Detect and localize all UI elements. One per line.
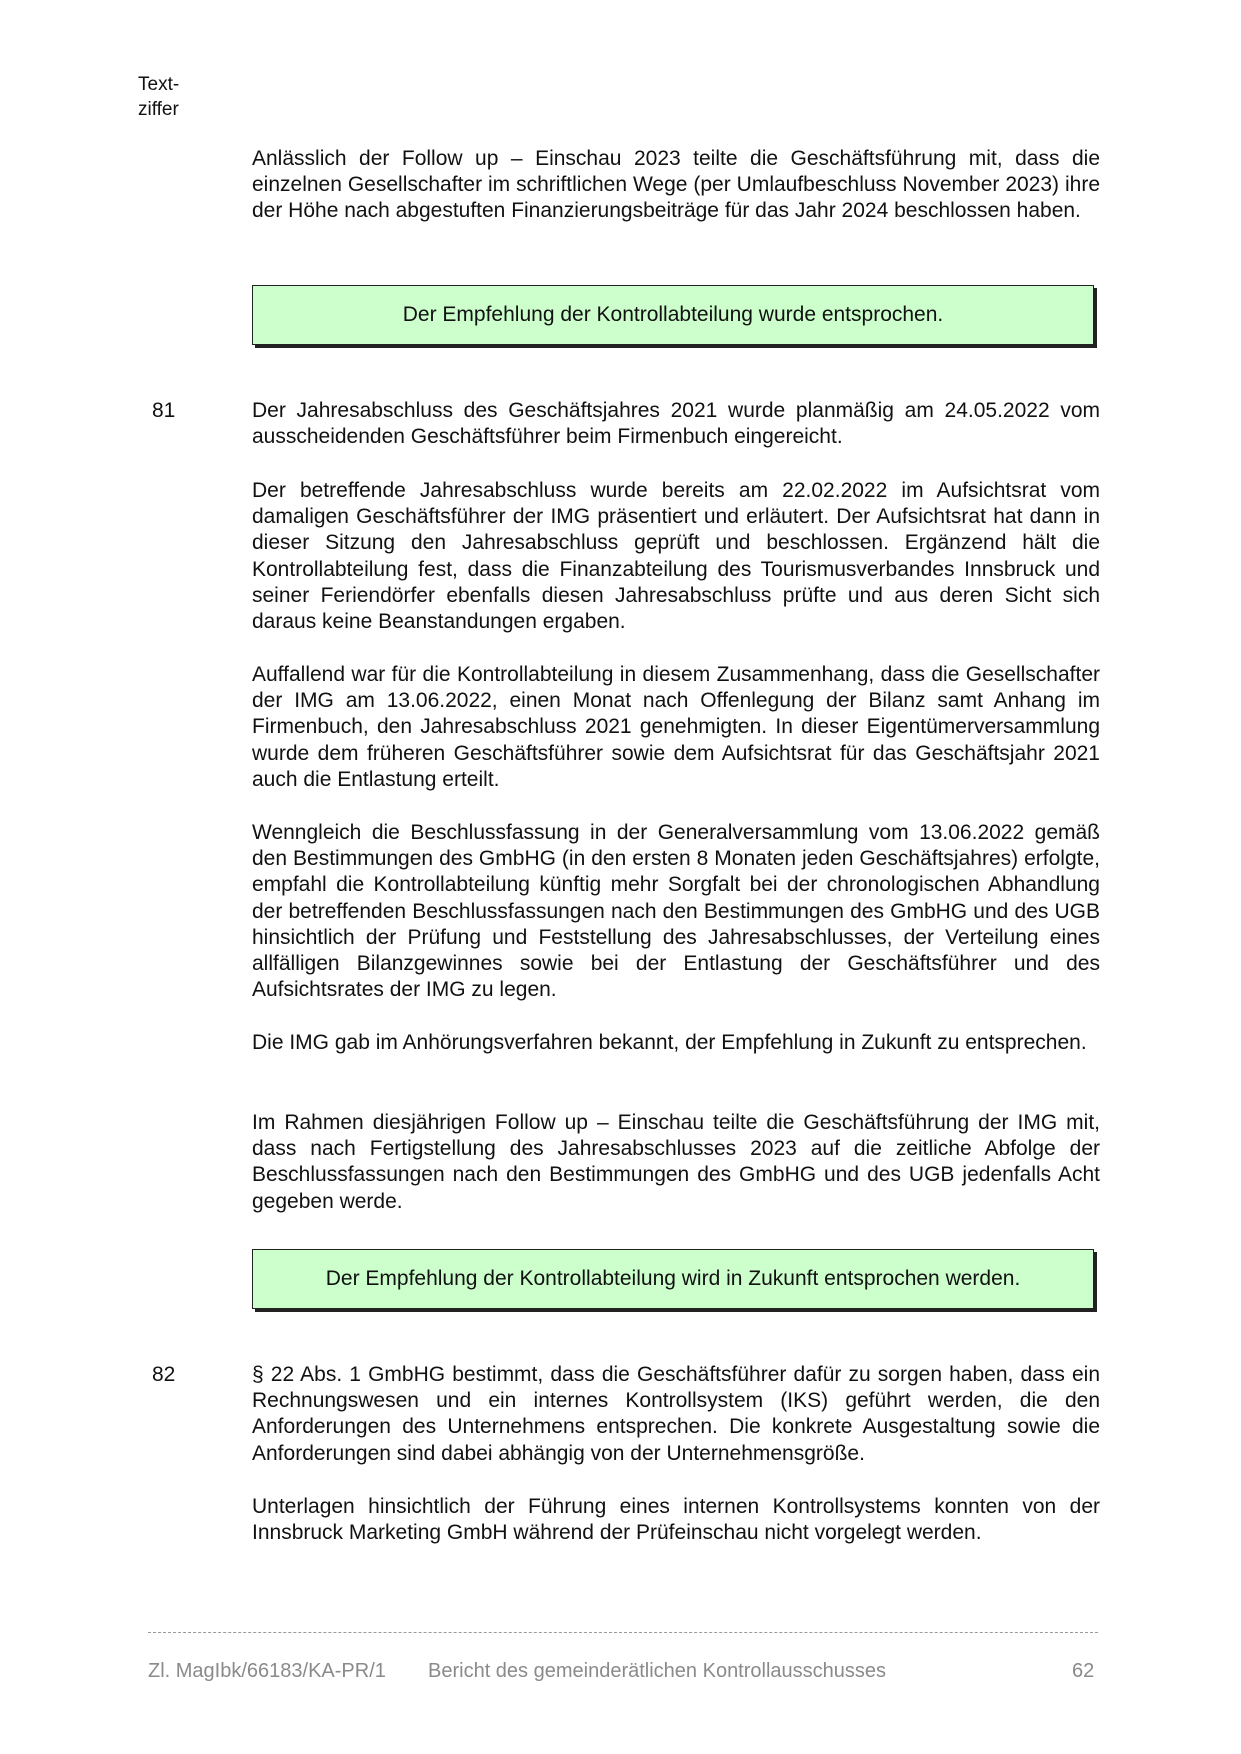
footer-reference: Zl. MagIbk/66183/KA-PR/1 — [148, 1660, 386, 1682]
paragraph-81-3: Auffallend war für die Kontrollabteilung in diesem Zusammenhang, dass die Gesellschafter der IMG am 13.06.2022, einen Monat nach Offenlegung der Bilanz samt Anhang im Firmenbuch, den Jahresabschluss 2021 genehmigten. In dieser Eigentümerversammlung wurde dem früheren Geschäftsführer sowie dem Aufsichtsrat für das Geschäftsjahr 2021 auch die Entlastung erteilt. — [252, 663, 1100, 791]
paragraph-82-1: § 22 Abs. 1 GmbHG bestimmt, dass die Geschäftsführer dafür zu sorgen haben, dass ein Rechnungswesen und ein internes Kontrollsystem (IKS) geführt werden, die den Anforderungen des Unternehmens entsprechen. Die konkrete Ausgestaltung sowie die Anforderungen sind dabei abhängig von der Unternehmensgröße. — [252, 1363, 1100, 1465]
textziffer-82: 82 — [152, 1363, 176, 1386]
margin-label-textziffer: Text- ziffer — [138, 74, 180, 120]
paragraph-81-1: Der Jahresabschluss des Geschäftsjahres 2021 wurde planmäßig am 24.05.2022 vom ausscheidenden Geschäftsführer beim Firmenbuch eingereicht. — [252, 399, 1100, 449]
footer-page-number: 62 — [1072, 1660, 1095, 1682]
paragraph-81-4: Wenngleich die Beschlussfassung in der Generalversammlung vom 13.06.2022 gemäß den Bestimmungen des GmbHG (in den ersten 8 Monaten jeden Geschäftsjahres) erfolgte, empfahl die Kontrollabteilung künftig mehr Sorgfalt bei der chronologischen Abhandlung der betreffenden Beschlussfassungen nach den Bestimmungen des GmbHG und des UGB hinsichtlich der Prüfung und Feststellung des Jahresabschlusses, der Verteilung eines allfälligen Bilanzgewinnes sowie bei der Entlastung der Geschäftsführer und des Aufsichtsrates der IMG zu legen. — [252, 821, 1100, 1002]
recommendation-box-2 — [252, 1249, 1094, 1309]
footer-divider — [148, 1632, 1098, 1633]
footer-title: Bericht des gemeinderätlichen Kontrollausschusses — [428, 1660, 887, 1682]
paragraph-81-2: Der betreffende Jahresabschluss wurde bereits am 22.02.2022 im Aufsichtsrat vom damaligen Geschäftsführer der IMG präsentiert und erläutert. Der Aufsichtsrat hat dann in dieser Sitzung den Jahresabschluss geprüft und beschlossen. Ergänzend hält die Kontrollabteilung fest, dass die Finanzabteilung des Tourismusverbandes Innsbruck und seiner Feriendörfer ebenfalls diesen Jahresabschluss prüfte und aus deren Sicht sich daraus keine Beanstandungen ergaben. — [252, 479, 1100, 634]
paragraph-82-2: Unterlagen hinsichtlich der Führung eines internen Kontrollsystems konnten von der Innsbruck Marketing GmbH während der Prüfeinschau nicht vorgelegt werden. — [252, 1495, 1100, 1545]
paragraph-81-6: Im Rahmen diesjährigen Follow up – Einschau teilte die Geschäftsführung der IMG mit, dass nach Fertigstellung des Jahresabschlusses 2023 auf die zeitliche Abfolge der Beschlussfassungen nach den Bestimmungen des GmbHG und des UGB jedenfalls Acht gegeben werde. — [252, 1111, 1100, 1213]
recommendation-box-1-text: Der Empfehlung der Kontrollabteilung wurde entsprochen. — [402, 303, 944, 326]
paragraph-intro: Anlässlich der Follow up – Einschau 2023 teilte die Geschäftsführung mit, dass die einzelnen Gesellschafter im schriftlichen Wege (per Umlaufbeschluss November 2023) ihre der Höhe nach abgestuften Finanzierungsbeiträge für das Jahr 2024 beschlossen haben. — [252, 147, 1100, 223]
recommendation-box-1 — [252, 285, 1094, 345]
paragraph-81-5: Die IMG gab im Anhörungsverfahren bekannt, der Empfehlung in Zukunft zu entsprechen. — [252, 1031, 1087, 1054]
recommendation-box-2-text: Der Empfehlung der Kontrollabteilung wird in Zukunft entsprochen werden. — [325, 1267, 1021, 1290]
textziffer-81: 81 — [152, 399, 176, 422]
